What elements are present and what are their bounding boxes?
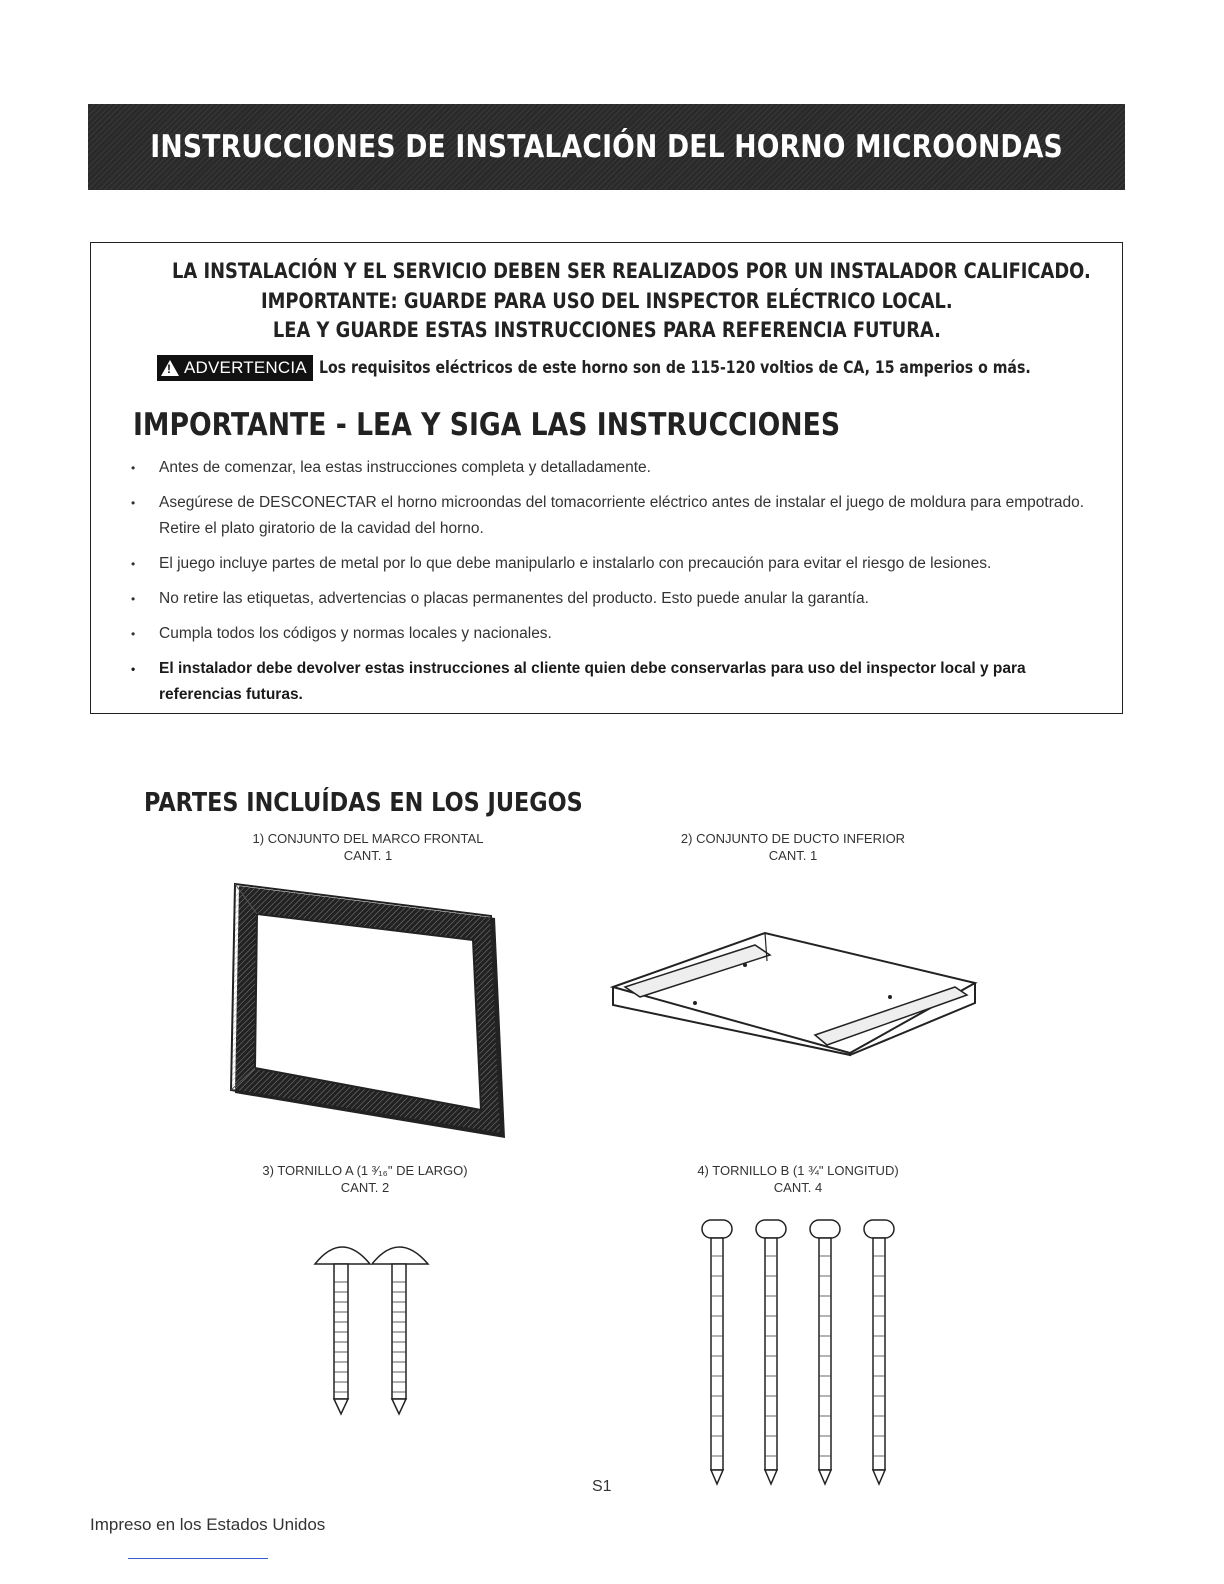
screw-b-illustration: [698, 1216, 908, 1491]
warning-line: [157, 355, 1176, 381]
parts-title: PARTES INCLUÍDAS EN LOS JUEGOS: [144, 788, 583, 818]
instructions-list: [131, 455, 1111, 717]
warning-box: [90, 242, 1123, 714]
list-item: • Cumpla todos los códigos y normas locales y nacionales.: [131, 621, 1111, 647]
list-item: • El juego incluye partes de metal por lo que debe manipularlo e instalarlo con precaución para evitar el riesgo de lesiones.: [131, 551, 1111, 577]
notice-line-3: LEA Y GUARDE ESTAS INSTRUCCIONES PARA REFERENCIA FUTURA.: [272, 318, 941, 342]
screw-a-illustration: [310, 1232, 445, 1422]
warning-triangle-icon: [161, 360, 179, 376]
list-item: • Antes de comenzar, lea estas instrucciones completa y detalladamente.: [131, 455, 1111, 481]
title-banner: [88, 104, 1125, 190]
warning-badge: ! ADVERTENCIA: [157, 355, 313, 381]
printed-in-note: Impreso en los Estados Unidos: [90, 1515, 326, 1534]
part-2-label: 2) CONJUNTO DE DUCTO INFERIOR CANT. 1: [680, 831, 906, 863]
list-item: • No retire las etiquetas, advertencias o placas permanentes del producto. Esto puede anular la garantía.: [131, 586, 1111, 612]
notice-line-1: LA INSTALACIÓN Y EL SERVICIO DEBEN SER REALIZADOS POR UN INSTALADOR CALIFICADO.: [172, 259, 1091, 283]
front-frame-illustration: [225, 878, 525, 1143]
part-4-label: 4) TORNILLO B (1 ¾" LONGITUD) CANT. 4: [697, 1163, 899, 1195]
page-number: S1: [592, 1478, 612, 1495]
footer-divider: [128, 1558, 268, 1559]
important-title: IMPORTANTE - LEA Y SIGA LAS INSTRUCCIONES: [133, 407, 841, 443]
bottom-duct-illustration: [605, 925, 980, 1060]
list-item: • Asegúrese de DESCONECTAR el horno microondas del tomacorriente eléctrico antes de instalar el juego de moldura para empotrado. Retire el plato giratorio de la cavidad del horno.: [131, 490, 1111, 542]
page-title: INSTRUCCIONES DE INSTALACIÓN DEL HORNO MICROONDAS: [150, 129, 1063, 165]
list-item: • El instalador debe devolver estas instrucciones al cliente quien debe conservarlas para uso del inspector local y para referencias futuras.: [131, 656, 1111, 708]
part-1-label: 1) CONJUNTO DEL MARCO FRONTAL CANT. 1: [252, 831, 484, 863]
notice-line-2: IMPORTANTE: GUARDE PARA USO DEL INSPECTOR ELÉCTRICO LOCAL.: [260, 289, 953, 313]
warning-text: Los requisitos eléctricos de este horno son de 115-120 voltios de CA, 15 amperios o más.: [318, 358, 1031, 378]
part-3-label: 3) TORNILLO A (1 ³⁄₁₆" DE LARGO) CANT. 2: [262, 1163, 468, 1195]
